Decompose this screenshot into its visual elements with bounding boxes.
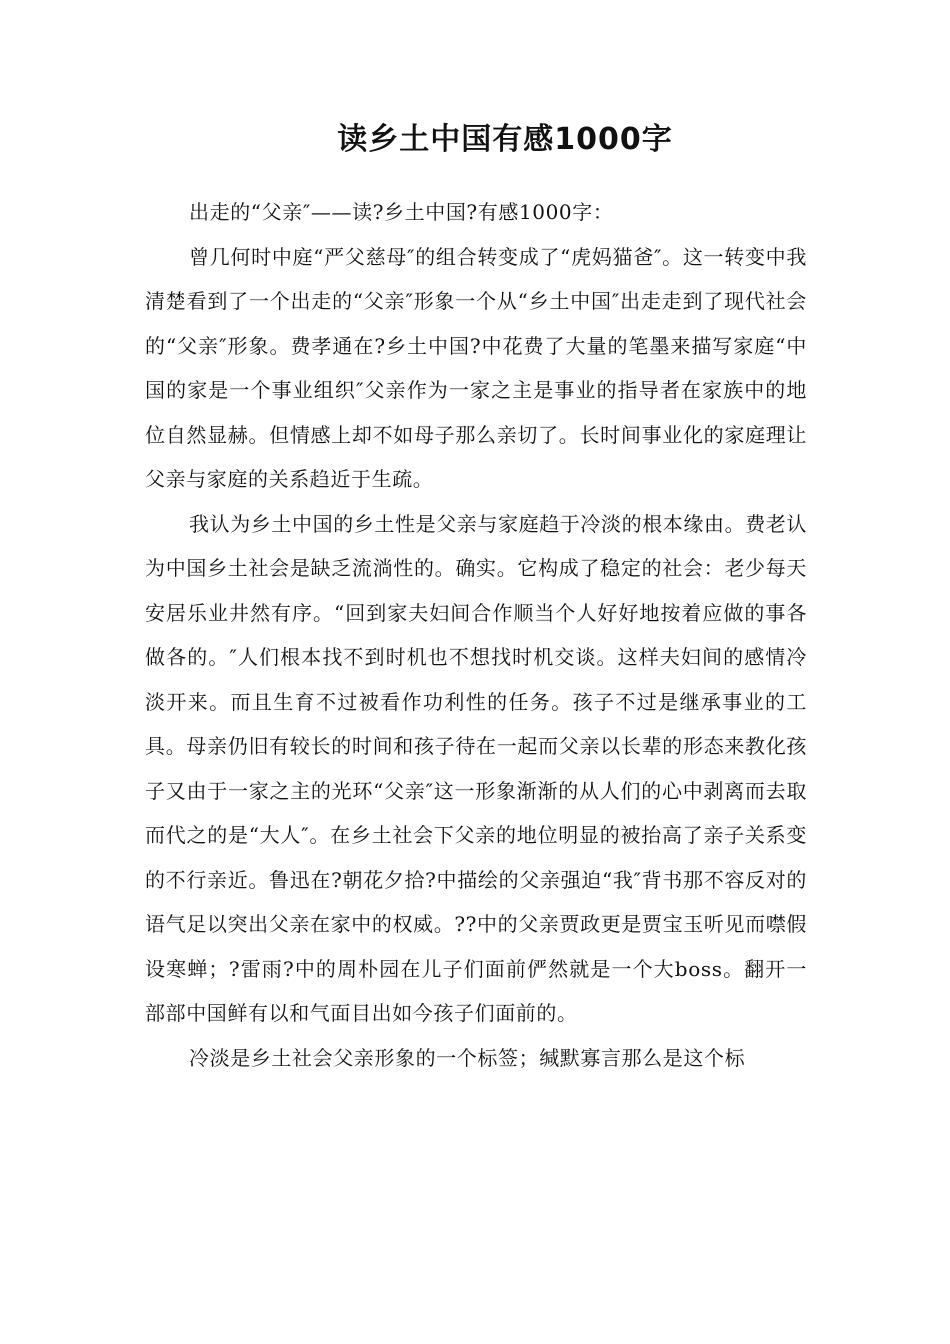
paragraph: 冷淡是乡土社会父亲形象的一个标签；缄默寡言那么是这个标 <box>189 1045 746 1070</box>
essay-subtitle: 出走的“父亲″——读?乡土中国?有感1000字： <box>189 200 614 224</box>
document-body <box>145 190 807 1080</box>
paragraph: 曾几何时中庭“严父慈母″的组合转变成了“虎妈猫爸″。这一转变中我清楚看到了一个出走的“父亲″形象一个从“乡土中国″出走走到了现代社会的“父亲″形象。费孝通在?乡土中国?中花费了大量的笔墨来描写家庭“中国的家是一个事业组织″父亲作为一家之主是事业的指导者在家族中的地位自然显赫。但情感上却不如母子那么亲切了。长时间事业化的家庭理让父亲与家庭的关系趋近于生疏。 <box>145 244 807 491</box>
paragraph: 我认为乡土中国的乡土性是父亲与家庭趋于冷淡的根本缘由。费老认为中国乡土社会是缺乏流淌性的。确实。它构成了稳定的社会：老少每天安居乐业井然有序。“回到家夫妇间合作顺当个人好好地按着应做的事各做各的。″人们根本找不到时机也不想找时机交谈。这样夫妇间的感情冷淡开来。而且生育不过被看作功利性的任务。孩子不过是继承事业的工具。母亲仍旧有较长的时间和孩子待在一起而父亲以长辈的形态来教化孩子又由于一家之主的光环“父亲″这一形象渐渐的从人们的心中剥离而去取而代之的是“大人″。在乡土社会下父亲的地位明显的被抬高了亲子关系变的不行亲近。鲁迅在?朝花夕拾?中描绘的父亲强迫“我″背书那不容反对的语气足以突出父亲在家中的权威。??中的父亲贾政更是贾宝玉听见而噤假设寒蝉；?雷雨?中的周朴园在儿子们面前俨然就是一个大boss。翻开一部部中国鲜有以和气面目出如今孩子们面前的。 <box>145 511 807 1025</box>
page-title: 读乡土中国有感1000字 <box>337 122 673 157</box>
